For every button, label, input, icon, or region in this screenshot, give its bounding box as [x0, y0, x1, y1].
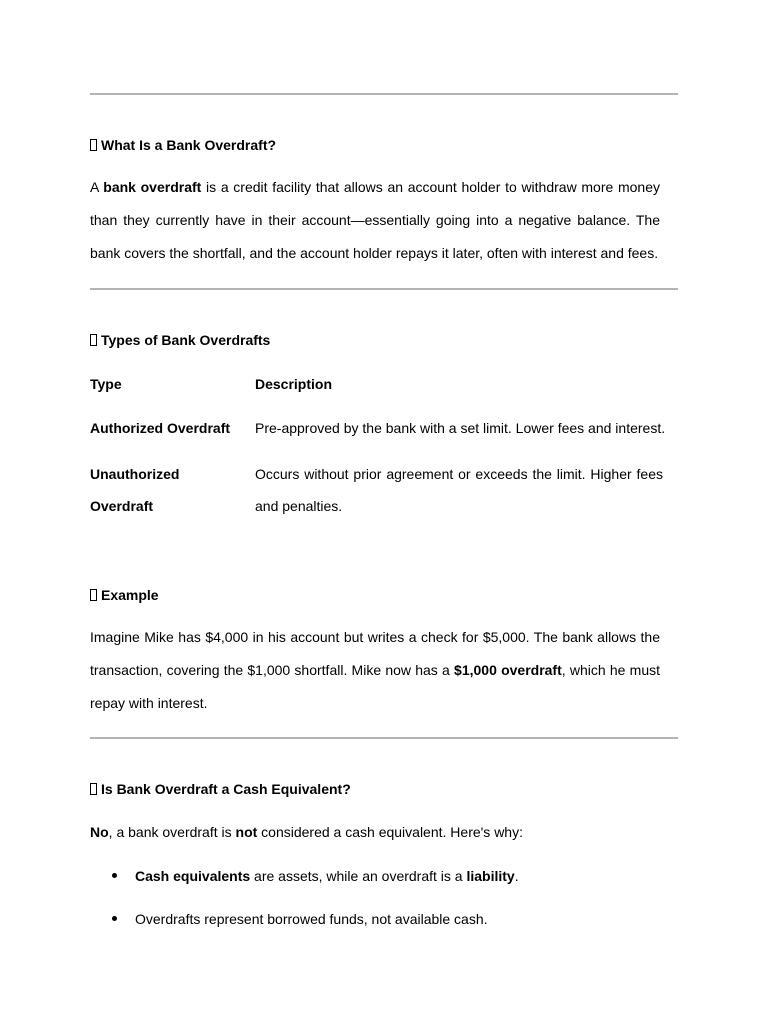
text-run: are assets, while an overdraft is a — [250, 868, 467, 884]
text-run: , a bank overdraft is — [108, 824, 236, 840]
list-item — [112, 910, 672, 928]
definition-paragraph — [90, 171, 660, 270]
missing-glyph-icon — [90, 139, 97, 151]
list-item — [112, 867, 672, 885]
example-paragraph — [90, 621, 660, 720]
section-divider — [90, 288, 678, 290]
table-header-description: Description — [255, 376, 333, 392]
table-header-type: Type — [90, 376, 122, 392]
table-cell-description: Pre-approved by the bank with a set limit. Lower fees and interest. — [255, 420, 666, 436]
bold-term: bank overdraft — [103, 179, 202, 195]
text-run: Imagine Mike has $4,000 in his account but writes a check for $5,000. The bank allows the transaction, covering the $1,000 shortfall. Mike now has a — [90, 629, 660, 678]
text-run: A — [90, 179, 104, 195]
table-cell-type: Unauthorized Overdraft — [90, 466, 180, 514]
section-heading-cash-equivalent — [90, 780, 351, 798]
section-divider — [90, 737, 678, 739]
heading-text: Is Bank Overdraft a Cash Equivalent? — [101, 781, 351, 797]
bold-term: $1,000 overdraft — [454, 662, 562, 678]
heading-text: What Is a Bank Overdraft? — [101, 137, 277, 153]
bullet-icon — [112, 873, 117, 878]
text-run: considered a cash equivalent. Here's why: — [257, 824, 523, 840]
bold-term: Cash equivalents — [135, 868, 251, 884]
section-heading-what-is — [90, 136, 276, 154]
bold-term: not — [235, 824, 258, 840]
text-run: is a credit facility that allows an account holder to withdraw more money than they currently have in their account—essentially going into a negative balance. The bank covers the shortfall, and the account holder repays it later, often with interest and fees. — [90, 179, 660, 261]
heading-text: Example — [101, 587, 159, 603]
section-divider — [90, 93, 678, 95]
text-run: Overdrafts represent borrowed funds, not available cash. — [135, 911, 488, 927]
missing-glyph-icon — [90, 589, 97, 601]
bullet-icon — [112, 916, 117, 921]
text-run: , which he must repay with interest. — [90, 662, 660, 711]
missing-glyph-icon — [90, 334, 97, 346]
table-cell-type: Authorized Overdraft — [90, 420, 231, 436]
text-run: . — [514, 868, 519, 884]
cash-equivalent-intro — [90, 816, 660, 849]
section-heading-example — [90, 586, 159, 604]
missing-glyph-icon — [90, 783, 97, 795]
bold-term: liability — [466, 868, 515, 884]
table-cell-description: Occurs without prior agreement or exceeds the limit. Higher fees and penalties. — [255, 466, 663, 514]
bold-term: No — [90, 824, 109, 840]
heading-text: Types of Bank Overdrafts — [101, 332, 271, 348]
section-heading-types — [90, 331, 270, 349]
